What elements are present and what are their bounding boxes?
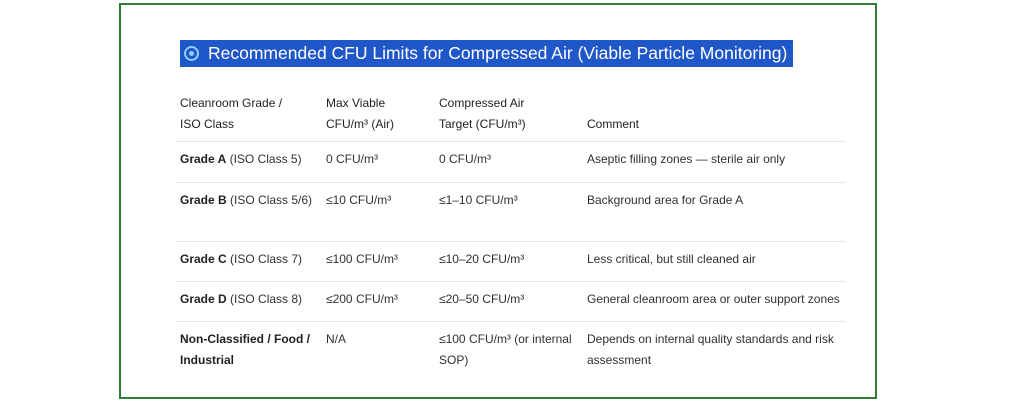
table-row [176, 282, 846, 322]
cell-target: ≤20–50 CFU/m³ [435, 282, 583, 322]
cell-grade [176, 142, 322, 183]
cell-max: N/A [322, 322, 435, 379]
grade-name: Grade D [180, 292, 227, 306]
header-max-line2: CFU/m³ (Air) [326, 117, 394, 131]
grade-name: Grade A [180, 152, 227, 166]
table-row [176, 322, 846, 379]
cell-grade [176, 322, 322, 379]
cfu-limits-table [176, 93, 846, 378]
document-frame [119, 3, 877, 399]
grade-name: Grade B [180, 193, 227, 207]
header-target-line2: Target (CFU/m³) [439, 117, 526, 131]
table-row [176, 142, 846, 183]
cell-max: 0 CFU/m³ [322, 142, 435, 183]
table-row [176, 242, 846, 282]
header-max-line1: Max Viable [326, 96, 386, 110]
grade-iso: (ISO Class 5) [226, 152, 302, 166]
cell-target: 0 CFU/m³ [435, 142, 583, 183]
table-header-row [176, 93, 846, 142]
cell-comment: Aseptic filling zones — sterile air only [583, 142, 846, 183]
cell-max: ≤10 CFU/m³ [322, 183, 435, 242]
cell-comment: Background area for Grade A [583, 183, 846, 242]
cell-grade [176, 282, 322, 322]
header-grade-line1: Cleanroom Grade / [180, 96, 283, 110]
cell-max: ≤200 CFU/m³ [322, 282, 435, 322]
grade-name: Grade C [180, 252, 227, 266]
page-title: Recommended CFU Limits for Compressed Air (Viable Particle Monitoring) [208, 43, 788, 63]
title-highlight [180, 40, 793, 67]
header-target [435, 93, 583, 142]
grade-iso: (ISO Class 7) [226, 252, 303, 266]
cell-max: ≤100 CFU/m³ [322, 242, 435, 282]
cell-grade [176, 242, 322, 282]
grade-name: Non-Classified / Food / Industrial [180, 332, 311, 367]
cell-grade [176, 183, 322, 242]
cell-comment: Depends on internal quality standards and risk assessment [583, 322, 846, 379]
cell-target: ≤1–10 CFU/m³ [435, 183, 583, 242]
header-max-viable [322, 93, 435, 142]
header-target-line1: Compressed Air [439, 96, 525, 110]
cell-target: ≤100 CFU/m³ (or internal SOP) [435, 322, 583, 379]
header-comment: Comment [587, 117, 640, 131]
cell-comment: Less critical, but still cleaned air [583, 242, 846, 282]
header-grade-line2: ISO Class [180, 117, 235, 131]
table-row [176, 183, 846, 242]
header-grade [176, 93, 322, 142]
cell-comment: General cleanroom area or outer support zones [583, 282, 846, 322]
target-icon [184, 46, 199, 61]
grade-iso: (ISO Class 5/6) [226, 193, 313, 207]
cell-target: ≤10–20 CFU/m³ [435, 242, 583, 282]
grade-iso: (ISO Class 8) [226, 292, 303, 306]
